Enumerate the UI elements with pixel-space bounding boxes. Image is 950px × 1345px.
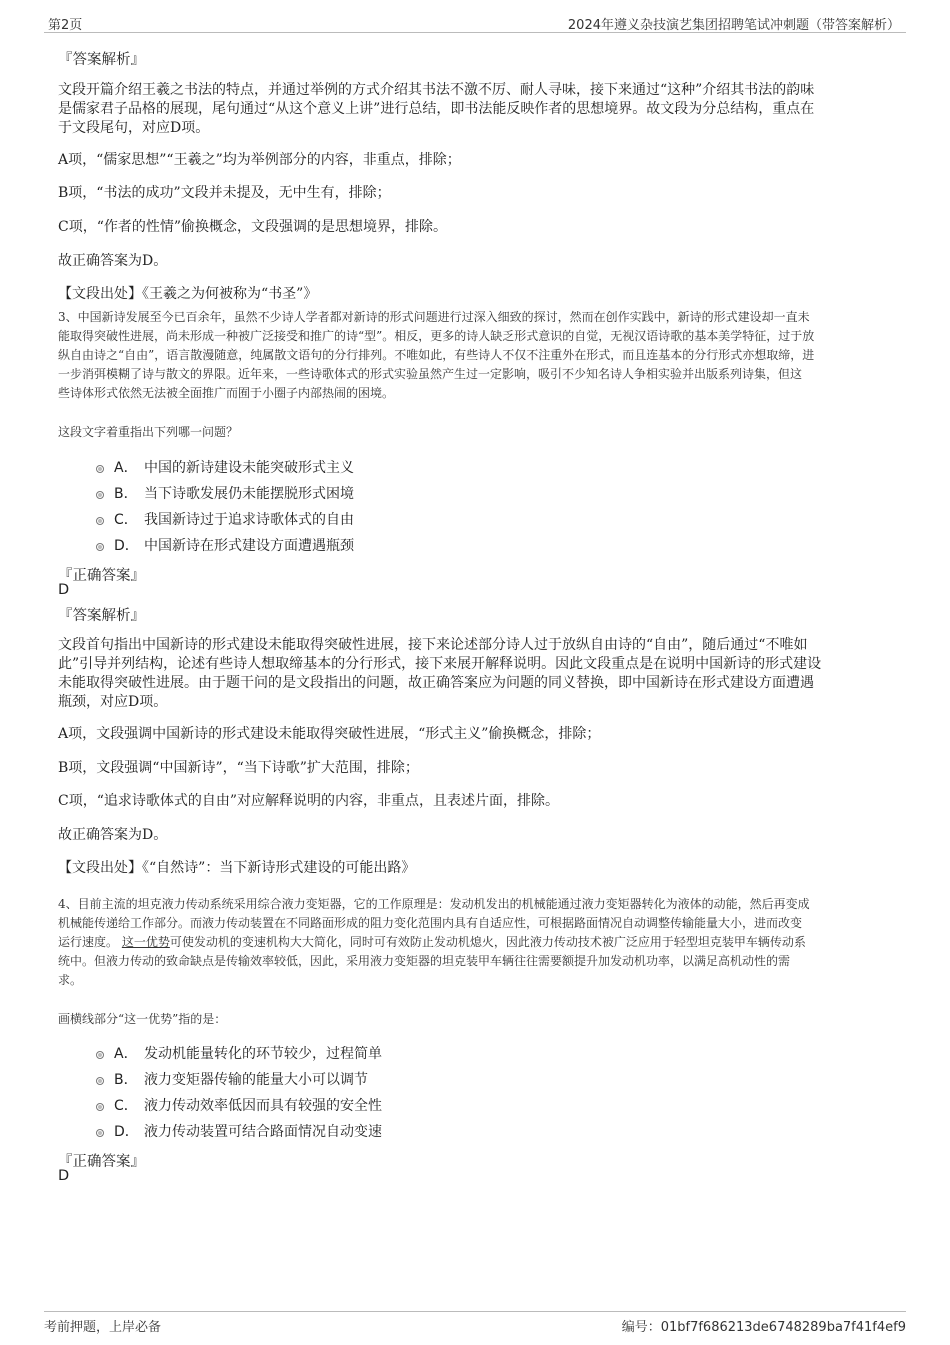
- q4-stem-line: 机械能传递给工作部分。而液力传动装置在不同路面形成的阻力变化范围内具有自适应性，可根据路面情况自动调整传输能量大小，进而改变: [58, 916, 803, 930]
- q4-stem-line: 求。: [58, 973, 83, 987]
- radio-icon[interactable]: [96, 1051, 104, 1059]
- radio-icon[interactable]: [96, 1077, 104, 1085]
- q4-stem: [58, 895, 908, 990]
- q4-answer-label: 『正确答案』: [58, 1154, 145, 1170]
- q3-option-a[interactable]: [96, 456, 354, 478]
- document-title: 2024年遵义杂技演艺集团招聘笔试冲刺题（带答案解析）: [567, 18, 900, 33]
- q3-option-d[interactable]: [96, 534, 354, 556]
- radio-icon[interactable]: [96, 1103, 104, 1111]
- page-footer: [44, 1311, 906, 1336]
- radio-icon[interactable]: [96, 491, 104, 499]
- q3-stem-line: 一步消弭模糊了诗与散文的界限。近年来，一些诗歌体式的形式实验虽然产生过一定影响，吸引不少知名诗人争相实验并出版系列诗集，但这: [58, 367, 803, 381]
- q3-conclusion: 故正确答案为D。: [58, 827, 168, 843]
- q3-question: 这段文字着重指出下列哪一问题？: [58, 425, 239, 439]
- option-text: 发动机能量转化的环节较少，过程简单: [144, 1046, 382, 1062]
- q3-option-c[interactable]: [96, 508, 354, 530]
- radio-icon[interactable]: [96, 543, 104, 551]
- q4-stem-line: [58, 933, 908, 952]
- underlined-phrase: 这一优势: [121, 935, 170, 949]
- q3-analysis: [58, 636, 898, 712]
- q2-analysis: [58, 81, 898, 138]
- q3-option-a-explanation: A项，文段强调中国新诗的形式建设未能取得突破性进展，“形式主义”偷换概念，排除；: [58, 726, 601, 742]
- option-letter: A．: [114, 1046, 138, 1062]
- option-letter: C．: [114, 1098, 138, 1114]
- q2-option-b-explanation: B项，“书法的成功”文段并未提及，无中生有，排除；: [58, 185, 391, 201]
- q3-stem-line: 3、中国新诗发展至今已百余年，虽然不少诗人学者都对新诗的形式问题进行过深入细致的探讨，然而在创作实践中，新诗的形式建设却一直未: [58, 310, 810, 324]
- q4-option-a[interactable]: [96, 1042, 382, 1064]
- q4-option-c[interactable]: [96, 1094, 382, 1116]
- radio-icon[interactable]: [96, 517, 104, 525]
- q2-analysis-line: 是儒家君子品格的展现，尾句通过“从这个意义上讲”进行总结，即书法能反映作者的思想境界。故文段为分总结构，重点在: [58, 101, 815, 117]
- option-text: 我国新诗过于追求诗歌体式的自由: [144, 512, 354, 528]
- q3-source: 【文段出处】《“自然诗”：当下新诗形式建设的可能出路》: [58, 860, 416, 876]
- option-letter: D．: [114, 538, 139, 554]
- q2-analysis-line: 于文段尾句，对应D项。: [58, 120, 210, 136]
- page-header: [44, 12, 906, 33]
- q3-stem-line: 些诗体形式依然无法被全面推广而囿于小圈子内部热闹的困境。: [58, 386, 395, 400]
- q2-conclusion: 故正确答案为D。: [58, 253, 168, 269]
- q2-option-a-explanation: A项，“儒家思想”“王羲之”均为举例部分的内容，非重点，排除；: [58, 152, 461, 168]
- q3-option-c-explanation: C项，“追求诗歌体式的自由”对应解释说明的内容，非重点，且表述片面，排除。: [58, 793, 560, 809]
- document-id: 编号：01bf7f686213de6748289ba7f41f4ef9: [621, 1320, 906, 1335]
- option-letter: D．: [114, 1124, 139, 1140]
- q3-analysis-label: 『答案解析』: [58, 608, 145, 624]
- q3-analysis-line: 瓶颈，对应D项。: [58, 694, 168, 710]
- q4-stem-line: 4、目前主流的坦克液力传动系统采用综合液力变矩器，它的工作原理是：发动机发出的机械能通过液力变矩器转化为液体的动能，然后再变成: [58, 897, 810, 911]
- q3-option-b-explanation: B项，文段强调“中国新诗”，“当下诗歌”扩大范围，排除；: [58, 760, 419, 776]
- radio-icon[interactable]: [96, 1129, 104, 1137]
- q3-analysis-line: 此”引导并列结构，论述有些诗人想取缔基本的分行形式，接下来展开解释说明。因此文段重点是在说明中国新诗的形式建设: [58, 656, 822, 672]
- q4-option-d[interactable]: [96, 1120, 382, 1142]
- q4-answer: D: [58, 1168, 70, 1184]
- q3-stem-line: 能取得突破性进展，尚未形成一种被广泛接受和推广的诗“型”。相反，更多的诗人缺乏形式意识的自觉，无视汉语诗歌的基本美学特征，过于放: [58, 329, 815, 343]
- option-letter: A．: [114, 460, 138, 476]
- option-letter: B．: [114, 486, 138, 502]
- option-letter: B．: [114, 1072, 138, 1088]
- q4-question: 画横线部分“这一优势”指的是：: [58, 1012, 227, 1026]
- q4-stem-text: 运行速度。: [58, 935, 122, 949]
- q3-stem-line: 纵自由诗之“自由”，语言散漫随意，纯属散文语句的分行排列。不唯如此，有些诗人不仅不注重外在形式，而且连基本的分行形式亦想取缔，进: [58, 348, 815, 362]
- option-text: 当下诗歌发展仍未能摆脱形式困境: [144, 486, 354, 502]
- q3-answer: D: [58, 582, 70, 598]
- option-text: 液力变矩器传输的能量大小可以调节: [144, 1072, 368, 1088]
- q2-analysis-label: 『答案解析』: [58, 52, 145, 68]
- q3-stem: [58, 308, 908, 403]
- q4-option-b[interactable]: [96, 1068, 368, 1090]
- q2-option-c-explanation: C项，“作者的性情”偷换概念，文段强调的是思想境界，排除。: [58, 219, 448, 235]
- q3-analysis-line: 未能取得突破性进展。由于题干问的是文段指出的问题，故正确答案应为问题的同义替换，即中国新诗在形式建设方面遭遇: [58, 675, 814, 691]
- option-text: 液力传动装置可结合路面情况自动变速: [144, 1124, 382, 1140]
- page-number: 第2页: [48, 18, 83, 33]
- footer-slogan: 考前押题，上岸必备: [44, 1320, 162, 1335]
- option-text: 液力传动效率低因而具有较强的安全性: [144, 1098, 382, 1114]
- q2-source: 【文段出处】《王羲之为何被称为“书圣”》: [58, 286, 318, 302]
- radio-icon[interactable]: [96, 465, 104, 473]
- q3-option-b[interactable]: [96, 482, 354, 504]
- q4-stem-text: 可使发动机的变速机构大大简化，同时可有效防止发动机熄火，因此液力传动技术被广泛应用于轻型坦克装甲车辆传动系: [169, 935, 806, 949]
- q3-analysis-line: 文段首句指出中国新诗的形式建设未能取得突破性进展，接下来论述部分诗人过于放纵自由诗的“自由”，随后通过“不唯如: [58, 637, 808, 653]
- option-text: 中国新诗在形式建设方面遭遇瓶颈: [144, 538, 354, 554]
- option-text: 中国的新诗建设未能突破形式主义: [144, 460, 354, 476]
- q3-answer-label: 『正确答案』: [58, 568, 145, 584]
- q2-analysis-line: 文段开篇介绍王羲之书法的特点，并通过举例的方式介绍其书法不激不厉、耐人寻味，接下来通过“这种”介绍其书法的韵味: [58, 82, 815, 98]
- option-letter: C．: [114, 512, 138, 528]
- q4-stem-line: 统中。但液力传动的致命缺点是传输效率较低，因此，采用液力变矩器的坦克装甲车辆往往需要额提升加发动机功率，以满足高机动性的需: [58, 954, 791, 968]
